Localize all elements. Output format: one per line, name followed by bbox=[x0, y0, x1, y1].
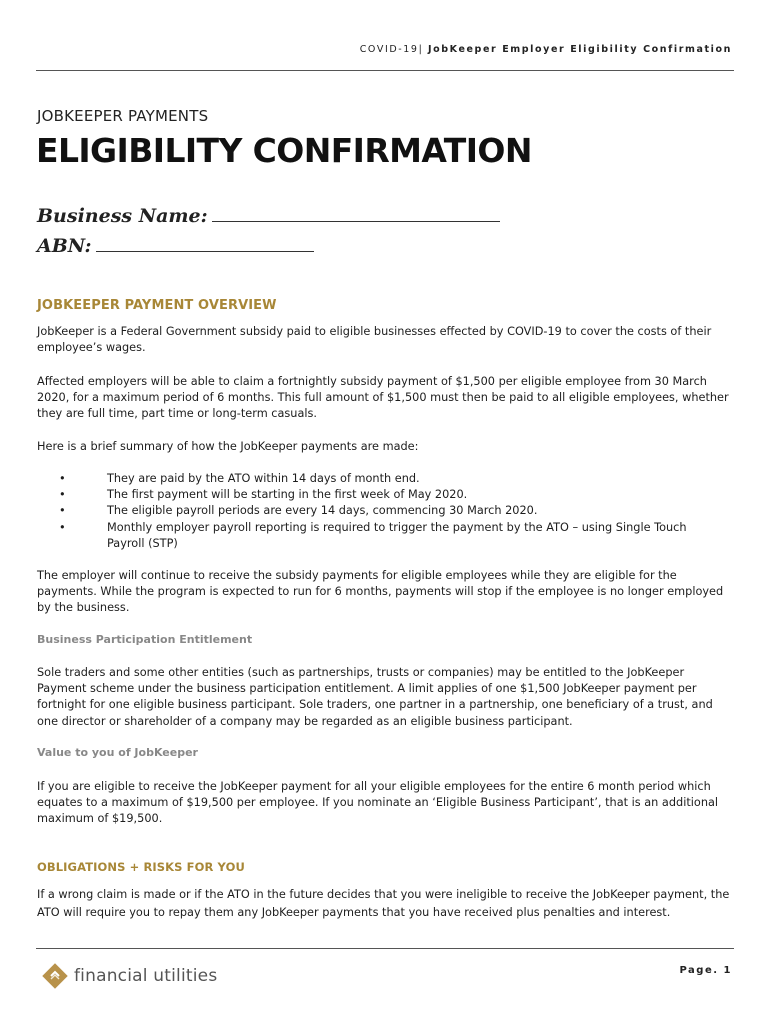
bullet-icon: • bbox=[59, 488, 66, 502]
paragraph-text: Here is a brief summary of how the JobKeeper payments are made: bbox=[37, 440, 419, 453]
list-item bbox=[37, 503, 737, 519]
document-kicker: JOBKEEPER PAYMENTS bbox=[37, 107, 209, 125]
running-header bbox=[360, 44, 732, 55]
list-item bbox=[37, 471, 737, 487]
list-item-text: The eligible payroll periods are every 14 days, commencing 30 March 2020. bbox=[107, 504, 538, 518]
list-item-text: Monthly employer payroll reporting is required to trigger the payment by the ATO – using Single Touch Payroll (STP) bbox=[107, 520, 687, 550]
summary-bullet-list bbox=[37, 471, 737, 552]
footer-divider bbox=[36, 948, 734, 949]
obligations-paragraph bbox=[37, 886, 737, 922]
overview-paragraph-3 bbox=[37, 439, 737, 455]
overview-paragraph-2 bbox=[37, 374, 737, 423]
paragraph-text: Sole traders and some other entities (such as partnerships, trusts or companies) may be entitled to the JobKeeper Payment scheme under the business participation entitlement. A limit applies of one $1,500 JobKeeper payment per fortnight for one eligible business participant. Sole traders, one partner in a partnership, one beneficiary of a trust, and one director or shareholder of a company may be regarded as an eligible business participant. bbox=[37, 666, 713, 728]
diamond-logo-icon bbox=[41, 962, 69, 990]
paragraph-text: Affected employers will be able to claim a fortnightly subsidy payment of $1,500 per eligible employee from 30 March 2020, for a maximum period of 6 months. This full amount of $1,500 must then be paid to all eligible employees, whether they are full time, part time or long-term casuals. bbox=[37, 375, 729, 421]
paragraph-text: JobKeeper is a Federal Government subsidy paid to eligible businesses effected by COVID-19 to cover the costs of their employee’s wages. bbox=[37, 325, 712, 355]
bullet-icon: • bbox=[59, 504, 66, 518]
abn-field bbox=[37, 233, 314, 257]
company-logo bbox=[41, 962, 217, 990]
header-prefix: COVID-19| bbox=[359, 44, 424, 55]
business-name-label: Business Name: bbox=[37, 205, 208, 227]
obligations-heading: OBLIGATIONS + RISKS FOR YOU bbox=[37, 860, 245, 874]
overview-heading: JOBKEEPER PAYMENT OVERVIEW bbox=[37, 298, 277, 313]
business-name-field bbox=[37, 203, 500, 227]
bullet-icon: • bbox=[59, 472, 66, 485]
list-item-text: The first payment will be starting in the first week of May 2020. bbox=[107, 488, 468, 502]
value-paragraph bbox=[37, 779, 737, 828]
overview-paragraph-4 bbox=[37, 568, 737, 617]
list-item-text: They are paid by the ATO within 14 days of month end. bbox=[107, 472, 420, 485]
paragraph-text: The employer will continue to receive the subsidy payments for eligible employees while they are eligible for the payments. While the program is expected to run for 6 months, payments will stop if the employee is no longer employed by the business. bbox=[37, 569, 724, 615]
overview-paragraph-1 bbox=[37, 324, 737, 356]
logo-text: financial utilities bbox=[74, 966, 218, 986]
document-title: ELIGIBILITY CONFIRMATION bbox=[36, 131, 532, 170]
bullet-icon: • bbox=[59, 520, 66, 534]
paragraph-text: If a wrong claim is made or if the ATO in the future decides that you were ineligible to receive the JobKeeper payment, the ATO will require you to repay them any JobKeeper payments that you have received plus penalties and interest. bbox=[37, 888, 730, 919]
business-name-blank bbox=[212, 203, 500, 222]
participation-heading: Business Participation Entitlement bbox=[37, 633, 253, 646]
paragraph-text: If you are eligible to receive the JobKeeper payment for all your eligible employees for the entire 6 month period which equates to a maximum of $19,500 per employee. If you nominate an ‘Eligible Business Participant’, that is an additional maximum of $19,500. bbox=[37, 780, 719, 826]
value-heading: Value to you of JobKeeper bbox=[37, 746, 198, 759]
abn-label: ABN: bbox=[37, 235, 92, 257]
list-item bbox=[37, 487, 737, 503]
participation-paragraph bbox=[37, 665, 737, 730]
abn-blank bbox=[96, 233, 314, 252]
header-title: JobKeeper Employer Eligibility Confirmation bbox=[428, 44, 732, 55]
list-item bbox=[37, 520, 707, 552]
header-divider bbox=[36, 70, 734, 71]
page-number: Page. 1 bbox=[679, 965, 732, 976]
